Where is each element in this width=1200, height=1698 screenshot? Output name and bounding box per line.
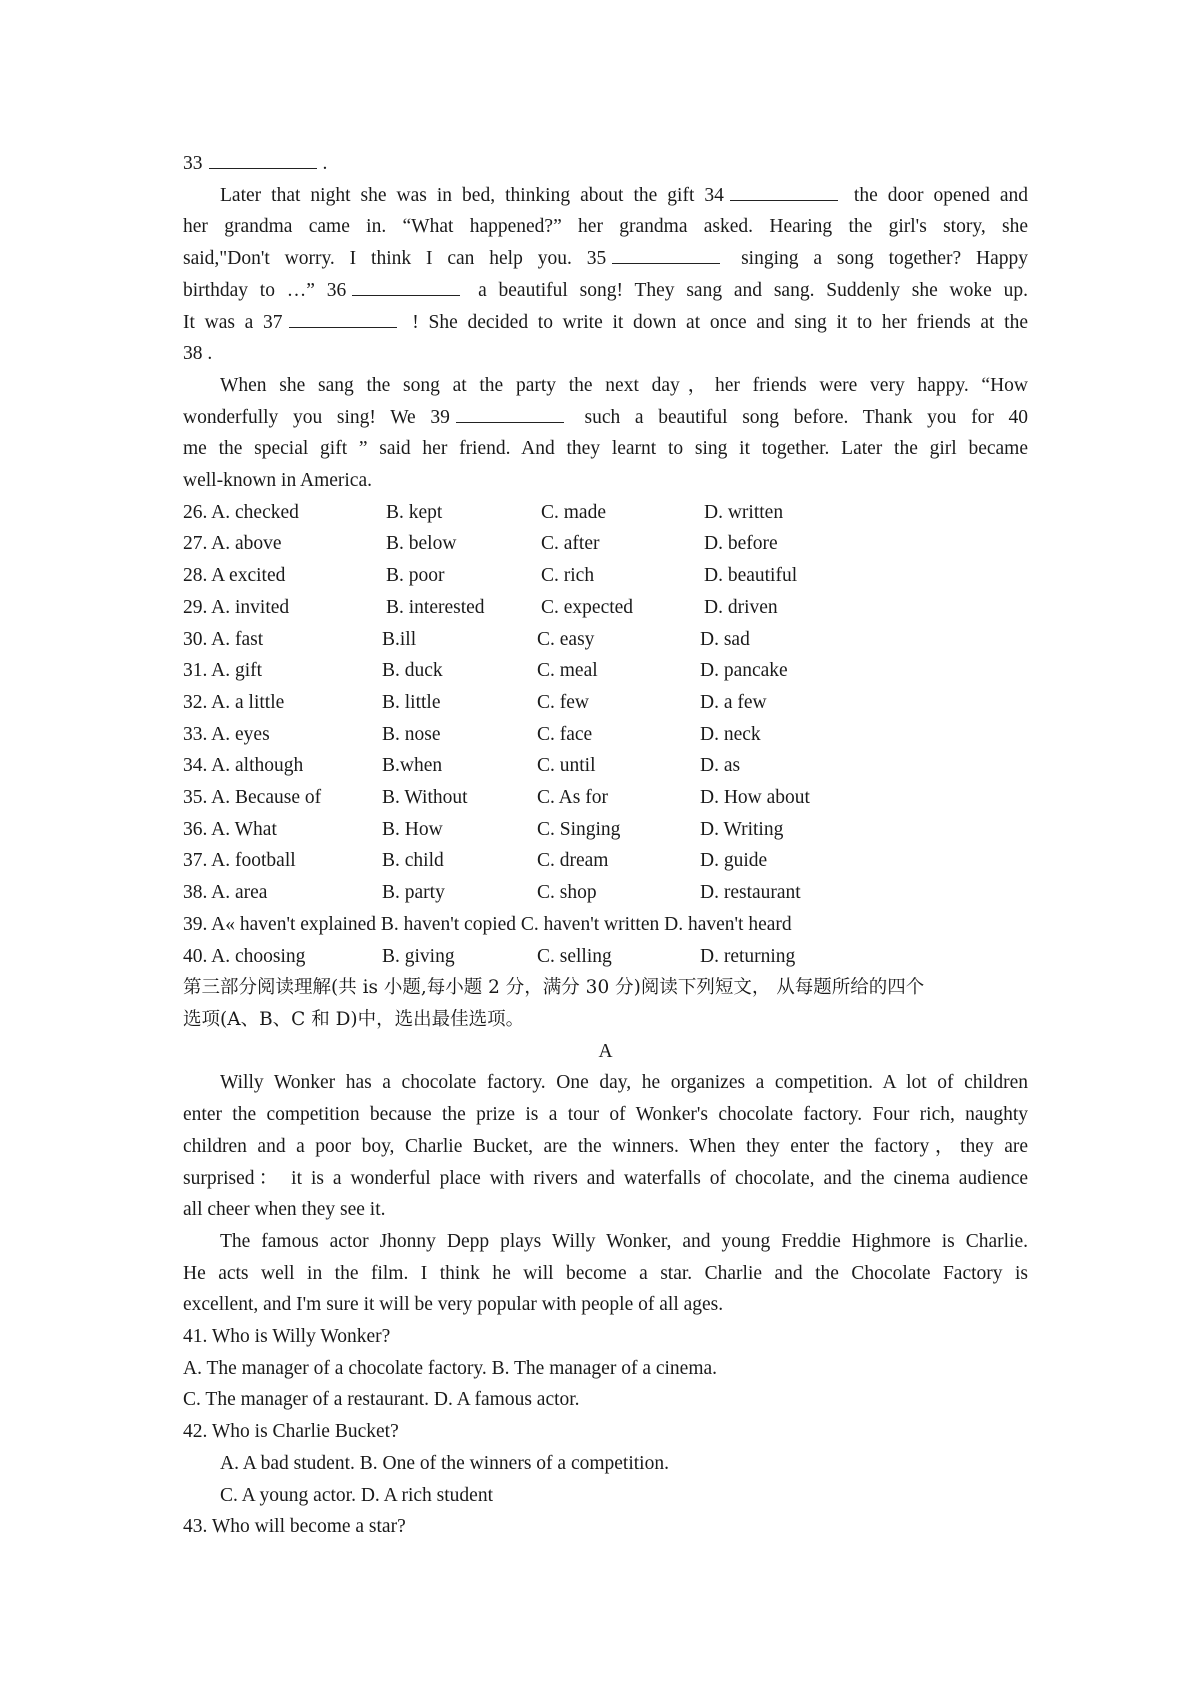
passage-line: children and a poor boy, Charlie Bucket, are the winners. When they enter the factory，they are — [183, 1135, 1028, 1157]
option-a: 40. A. choosing — [183, 945, 306, 967]
option-a: 38. A. area — [183, 882, 268, 904]
option-b: B. Without — [382, 787, 468, 809]
question-41-options: C. The manager of a restaurant. D. A famous actor. — [183, 1389, 580, 1411]
section-instructions: 选项(A、B、C 和 D)中，选出最佳选项。 — [183, 1008, 525, 1030]
cloze-text: wonderfully you sing! We 39 — [183, 406, 450, 428]
option-row — [183, 624, 1028, 656]
cloze-text: said,"Don't worry. I think I can help you. 35 — [183, 248, 607, 270]
passage-line: The famous actor Jhonny Depp plays Willy Wonker, and young Freddie Highmore is Charlie. — [220, 1230, 1028, 1252]
option-b: B. nose — [382, 723, 441, 745]
cloze-text: such a beautiful song before. Thank you for 40 — [584, 406, 1028, 428]
option-b: B. party — [382, 882, 445, 904]
cloze-line — [183, 243, 1028, 275]
cloze-text: It was a 37 — [183, 311, 283, 333]
cloze-line: her grandma came in. “What happened?” her grandma asked. Hearing the girl's story, she — [183, 216, 1028, 238]
option-row-40 — [183, 941, 1028, 973]
option-b: B. interested — [386, 596, 485, 618]
option-b: B.when — [382, 755, 443, 777]
cloze-line — [183, 180, 1028, 212]
option-row — [183, 592, 1028, 624]
option-d: D. before — [704, 533, 778, 555]
option-a: 37. A. football — [183, 850, 296, 872]
option-row — [183, 528, 1028, 560]
option-d: D. sad — [700, 628, 750, 650]
option-a: 31. A. gift — [183, 660, 263, 682]
option-a: 29. A. invited — [183, 596, 290, 618]
option-c: C. dream — [537, 850, 609, 872]
option-c: C. meal — [537, 660, 598, 682]
question-41-options: A. The manager of a chocolate factory. B. The manager of a cinema. — [183, 1357, 718, 1379]
option-d: D. pancake — [700, 660, 788, 682]
option-a: 33. A. eyes — [183, 723, 270, 745]
option-b: B. How — [382, 818, 443, 840]
option-b: B. duck — [382, 660, 443, 682]
option-row — [183, 750, 1028, 782]
question-43: 43. Who will become a star? — [183, 1516, 406, 1538]
option-b: B. below — [386, 533, 457, 555]
option-d: D. beautiful — [704, 565, 798, 587]
cloze-line — [183, 402, 1028, 434]
answer-blank — [209, 152, 317, 169]
option-c: C. made — [541, 501, 606, 523]
answer-blank — [352, 279, 460, 296]
cloze-line — [183, 148, 1028, 180]
option-a: 36. A. What — [183, 818, 277, 840]
option-c: C. As for — [537, 787, 608, 809]
options-list — [183, 497, 1028, 909]
cloze-text: . — [322, 153, 328, 174]
option-a: 30. A. fast — [183, 628, 264, 650]
option-c: C. rich — [541, 565, 595, 587]
cloze-text: singing a song together? Happy — [741, 248, 1028, 270]
option-b: B. child — [382, 850, 444, 872]
option-row — [183, 814, 1028, 846]
option-b: B. giving — [382, 945, 455, 967]
option-d: D. driven — [704, 596, 778, 618]
cloze-text: Later that night she was in bed, thinking about the gift 34 — [220, 184, 724, 206]
option-b: B.ill — [382, 628, 417, 650]
option-row — [183, 719, 1028, 751]
cloze-line: me the special gift ” said her friend. And they learnt to sing it together. Later the girl became — [183, 438, 1028, 460]
option-row — [183, 560, 1028, 592]
answer-blank — [289, 311, 397, 328]
option-a: 26. A. checked — [183, 501, 299, 523]
option-c: C. after — [541, 533, 600, 555]
option-row — [183, 845, 1028, 877]
option-d: D. guide — [700, 850, 768, 872]
option-d: D. written — [704, 501, 784, 523]
cloze-line: 38 . — [183, 343, 213, 365]
passage-line: He acts well in the film. I think he will become a star. Charlie and the Chocolate Factory is — [183, 1262, 1028, 1284]
passage-line: enter the competition because the prize is a tour of Wonker's chocolate factory. Four rich, naughty — [183, 1104, 1028, 1126]
option-c: C. selling — [537, 945, 612, 967]
option-row — [183, 782, 1028, 814]
cloze-text: birthday to …” 36 — [183, 279, 347, 301]
option-row — [183, 877, 1028, 909]
option-a: 32. A. a little — [183, 691, 285, 713]
answer-blank — [456, 406, 564, 423]
option-b: B. little — [382, 691, 441, 713]
option-d: D. restaurant — [700, 882, 801, 904]
question-42-options: A. A bad student. B. One of the winners of a competition. — [220, 1452, 669, 1474]
answer-blank — [730, 184, 838, 201]
option-row — [183, 655, 1028, 687]
option-c: C. expected — [541, 596, 634, 618]
option-row — [183, 687, 1028, 719]
option-a: 27. A. above — [183, 533, 282, 555]
cloze-line — [183, 307, 1028, 339]
option-d: D. How about — [700, 787, 810, 809]
cloze-text: the door opened and — [853, 184, 1028, 206]
option-c: C. shop — [537, 882, 597, 904]
cloze-text: 33 — [183, 153, 203, 174]
passage-line: excellent, and I'm sure it will be very popular with people of all ages. — [183, 1294, 724, 1316]
option-a: 34. A. although — [183, 755, 304, 777]
cloze-text: a beautiful song! They sang and sang. Suddenly she woke up. — [478, 279, 1028, 301]
cloze-line: When she sang the song at the party the next day，her friends were very happy. “How — [220, 374, 1028, 396]
option-d: D. Writing — [700, 818, 784, 840]
option-c: C. few — [537, 691, 589, 713]
cloze-line: well-known in America. — [183, 470, 372, 492]
question-42-options: C. A young actor. D. A rich student — [220, 1484, 493, 1506]
question-41: 41. Who is Willy Wonker? — [183, 1326, 391, 1348]
passage-line: Willy Wonker has a chocolate factory. One day, he organizes a competition. A lot of children — [220, 1072, 1028, 1094]
passage-line: surprised： it is a wonderful place with rivers and waterfalls of chocolate, and the cinema audience — [183, 1167, 1028, 1189]
cloze-line — [183, 275, 1028, 307]
option-row-39: 39. A« haven't explained B. haven't copied C. haven't written D. haven't heard — [183, 913, 792, 935]
cloze-text: ! She decided to write it down at once and sing it to her friends at the — [412, 311, 1028, 333]
option-d: D. returning — [700, 945, 796, 967]
passage-label: A — [598, 1040, 613, 1062]
option-d: D. as — [700, 755, 741, 777]
option-a: 28. A excited — [183, 565, 286, 587]
question-42: 42. Who is Charlie Bucket? — [183, 1421, 399, 1443]
option-b: B. poor — [386, 565, 445, 587]
option-c: C. easy — [537, 628, 595, 650]
option-b: B. kept — [386, 501, 443, 523]
answer-blank — [612, 247, 720, 264]
option-d: D. a few — [700, 691, 767, 713]
passage-line: all cheer when they see it. — [183, 1199, 386, 1221]
option-d: D. neck — [700, 723, 761, 745]
option-row — [183, 497, 1028, 529]
option-c: C. face — [537, 723, 593, 745]
option-c: C. Singing — [537, 818, 621, 840]
section-instructions: 第三部分阅读理解(共 is 小题,每小题 2 分，满分 30 分)阅读下列短文， 从每题所给的四个 — [183, 977, 925, 999]
option-a: 35. A. Because of — [183, 787, 322, 809]
page-content — [183, 148, 1028, 1543]
option-c: C. until — [537, 755, 596, 777]
